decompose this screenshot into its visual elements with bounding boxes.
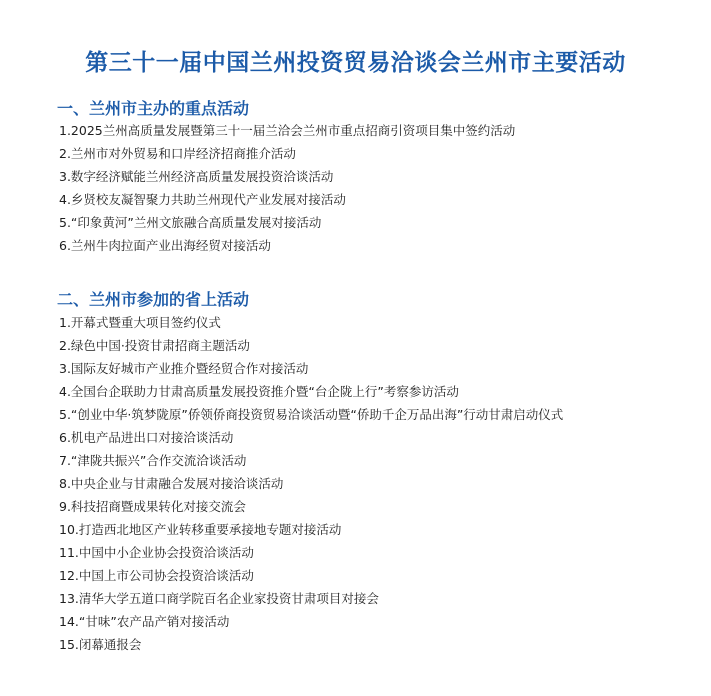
list-item: 6.兰州牛肉拉面产业出海经贸对接活动 xyxy=(59,238,271,253)
list-item: 10.打造西北地区产业转移重要承接地专题对接活动 xyxy=(59,522,342,537)
section-heading-provincial-activities: 二、兰州市参加的省上活动 xyxy=(57,290,250,309)
list-item: 11.中国中小企业协会投资洽谈活动 xyxy=(59,545,254,560)
list-item: 6.机电产品进出口对接洽谈活动 xyxy=(59,430,234,445)
list-item: 14.“甘味”农产品产销对接活动 xyxy=(59,614,230,629)
list-item: 8.中央企业与甘肃融合发展对接洽谈活动 xyxy=(59,476,284,491)
provincial-activities-list xyxy=(59,311,563,656)
list-item: 5.“印象黄河”兰州文旅融合高质量发展对接活动 xyxy=(59,215,322,230)
list-item: 3.数字经济赋能兰州经济高质量发展投资洽谈活动 xyxy=(59,169,334,184)
list-item: 9.科技招商暨成果转化对接交流会 xyxy=(59,499,246,514)
list-item: 12.中国上市公司协会投资洽谈活动 xyxy=(59,568,254,583)
section-heading-hosted-activities: 一、兰州市主办的重点活动 xyxy=(57,99,250,118)
list-item: 7.“津陇共振兴”合作交流洽谈活动 xyxy=(59,453,247,468)
list-item: 5.“创业中华·筑梦陇原”侨领侨商投资贸易洽谈活动暨“侨助千企万品出海”行动甘肃启动仪式 xyxy=(59,407,564,422)
list-item: 13.清华大学五道口商学院百名企业家投资甘肃项目对接会 xyxy=(59,591,379,606)
list-item: 3.国际友好城市产业推介暨经贸合作对接活动 xyxy=(59,361,309,376)
list-item: 2.绿色中国·投资甘肃招商主题活动 xyxy=(59,338,250,353)
list-item: 1.开幕式暨重大项目签约仪式 xyxy=(59,315,221,330)
list-item: 2.兰州市对外贸易和口岸经济招商推介活动 xyxy=(59,146,296,161)
list-item: 1.2025兰州高质量发展暨第三十一届兰洽会兰州市重点招商引资项目集中签约活动 xyxy=(59,123,516,138)
list-item: 15.闭幕通报会 xyxy=(59,637,142,652)
list-item: 4.全国台企联助力甘肃高质量发展投资推介暨“台企陇上行”考察参访活动 xyxy=(59,384,459,399)
hosted-activities-list xyxy=(59,119,515,257)
document-title: 第三十一届中国兰州投资贸易洽谈会兰州市主要活动 xyxy=(85,50,626,76)
list-item: 4.乡贤校友凝智聚力共助兰州现代产业发展对接活动 xyxy=(59,192,346,207)
